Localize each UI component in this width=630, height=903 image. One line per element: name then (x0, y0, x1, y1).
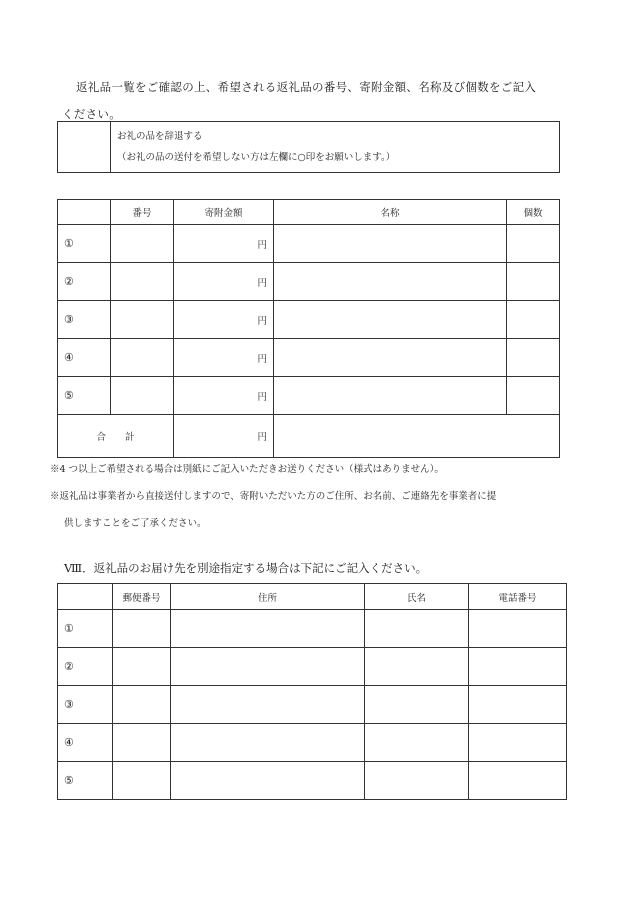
address-cell[interactable] (171, 724, 365, 762)
gifts-header-row (58, 200, 560, 225)
address-cell[interactable] (171, 610, 365, 648)
total-blank-cell (274, 415, 560, 458)
amount-cell[interactable]: 円 (174, 225, 274, 263)
quantity-cell[interactable] (507, 301, 560, 339)
name-cell[interactable] (274, 225, 507, 263)
name-cell[interactable] (274, 339, 507, 377)
address-cell[interactable] (171, 686, 365, 724)
quantity-cell[interactable] (507, 225, 560, 263)
recipient-name-cell[interactable] (365, 610, 469, 648)
decline-mark-cell[interactable] (58, 122, 111, 173)
gifts-table (57, 199, 560, 458)
intro-line-1: 返礼品一覧をご確認の上、希望される返礼品の番号、寄附金額、名称及び個数をご記入 (76, 80, 537, 94)
amount-cell[interactable]: 円 (174, 339, 274, 377)
gifts-header-amount: 寄附金額 (174, 200, 274, 225)
gifts-header-name: 名称 (274, 200, 507, 225)
phone-cell[interactable] (469, 762, 567, 800)
postal-cell[interactable] (113, 724, 171, 762)
recipient-name-cell[interactable] (365, 762, 469, 800)
delivery-table (57, 583, 567, 800)
postal-cell[interactable] (113, 686, 171, 724)
name-cell[interactable] (274, 301, 507, 339)
postal-cell[interactable] (113, 762, 171, 800)
number-cell[interactable] (111, 339, 174, 377)
table-row (58, 339, 560, 377)
table-row (58, 377, 560, 415)
number-cell[interactable] (111, 301, 174, 339)
delivery-header-phone: 電話番号 (469, 584, 567, 610)
note-extra-items: ※4 つ以上ご希望される場合は別紙にご記入いただきお送りください（様式はありません）。 (50, 464, 444, 475)
table-row (58, 610, 567, 648)
intro-text (62, 74, 582, 128)
gifts-header-number: 番号 (111, 200, 174, 225)
table-row (58, 225, 560, 263)
total-label: 合 計 (58, 415, 174, 458)
table-row (58, 686, 567, 724)
note-privacy (50, 486, 570, 535)
row-mark: ⑤ (58, 762, 113, 800)
table-row (58, 762, 567, 800)
note-privacy-line-1: ※返礼品は事業者から直接送付しますので、寄附いただいた方のご住所、お名前、ご連絡先を事業者に提 (50, 491, 497, 502)
phone-cell[interactable] (469, 648, 567, 686)
note-privacy-line-2: 供しますことをご了承ください。 (64, 518, 207, 529)
row-mark: ④ (58, 339, 111, 377)
number-cell[interactable] (111, 225, 174, 263)
phone-cell[interactable] (469, 610, 567, 648)
table-row (58, 724, 567, 762)
recipient-name-cell[interactable] (365, 686, 469, 724)
recipient-name-cell[interactable] (365, 648, 469, 686)
amount-cell[interactable]: 円 (174, 301, 274, 339)
quantity-cell[interactable] (507, 377, 560, 415)
name-cell[interactable] (274, 377, 507, 415)
decline-table (57, 121, 560, 173)
address-cell[interactable] (171, 762, 365, 800)
table-row (58, 263, 560, 301)
name-cell[interactable] (274, 263, 507, 301)
recipient-name-cell[interactable] (365, 724, 469, 762)
gifts-header-mark (58, 200, 111, 225)
row-mark: ③ (58, 301, 111, 339)
row-mark: ③ (58, 686, 113, 724)
decline-line-2: （お礼の品の送付を希望しない方は左欄に○印をお願いします。） (117, 152, 396, 163)
gifts-header-quantity: 個数 (507, 200, 560, 225)
delivery-header-mark (58, 584, 113, 610)
delivery-header-postal: 郵便番号 (113, 584, 171, 610)
phone-cell[interactable] (469, 686, 567, 724)
decline-text-cell (111, 122, 560, 173)
table-row (58, 301, 560, 339)
row-mark: ① (58, 610, 113, 648)
amount-cell[interactable]: 円 (174, 263, 274, 301)
row-mark: ④ (58, 724, 113, 762)
table-row (58, 648, 567, 686)
postal-cell[interactable] (113, 648, 171, 686)
intro-line-2: ください。 (62, 107, 121, 121)
delivery-header-name: 氏名 (365, 584, 469, 610)
total-amount-cell[interactable]: 円 (174, 415, 274, 458)
row-mark: ② (58, 263, 111, 301)
row-mark: ⑤ (58, 377, 111, 415)
total-row (58, 415, 560, 458)
amount-cell[interactable]: 円 (174, 377, 274, 415)
quantity-cell[interactable] (507, 263, 560, 301)
delivery-header-address: 住所 (171, 584, 365, 610)
phone-cell[interactable] (469, 724, 567, 762)
decline-line-1: お礼の品を辞退する (117, 131, 203, 142)
address-cell[interactable] (171, 648, 365, 686)
number-cell[interactable] (111, 377, 174, 415)
number-cell[interactable] (111, 263, 174, 301)
section-title: Ⅷ．返礼品のお届け先を別途指定する場合は下記にご記入ください。 (64, 561, 428, 575)
row-mark: ② (58, 648, 113, 686)
quantity-cell[interactable] (507, 339, 560, 377)
delivery-header-row (58, 584, 567, 610)
row-mark: ① (58, 225, 111, 263)
postal-cell[interactable] (113, 610, 171, 648)
